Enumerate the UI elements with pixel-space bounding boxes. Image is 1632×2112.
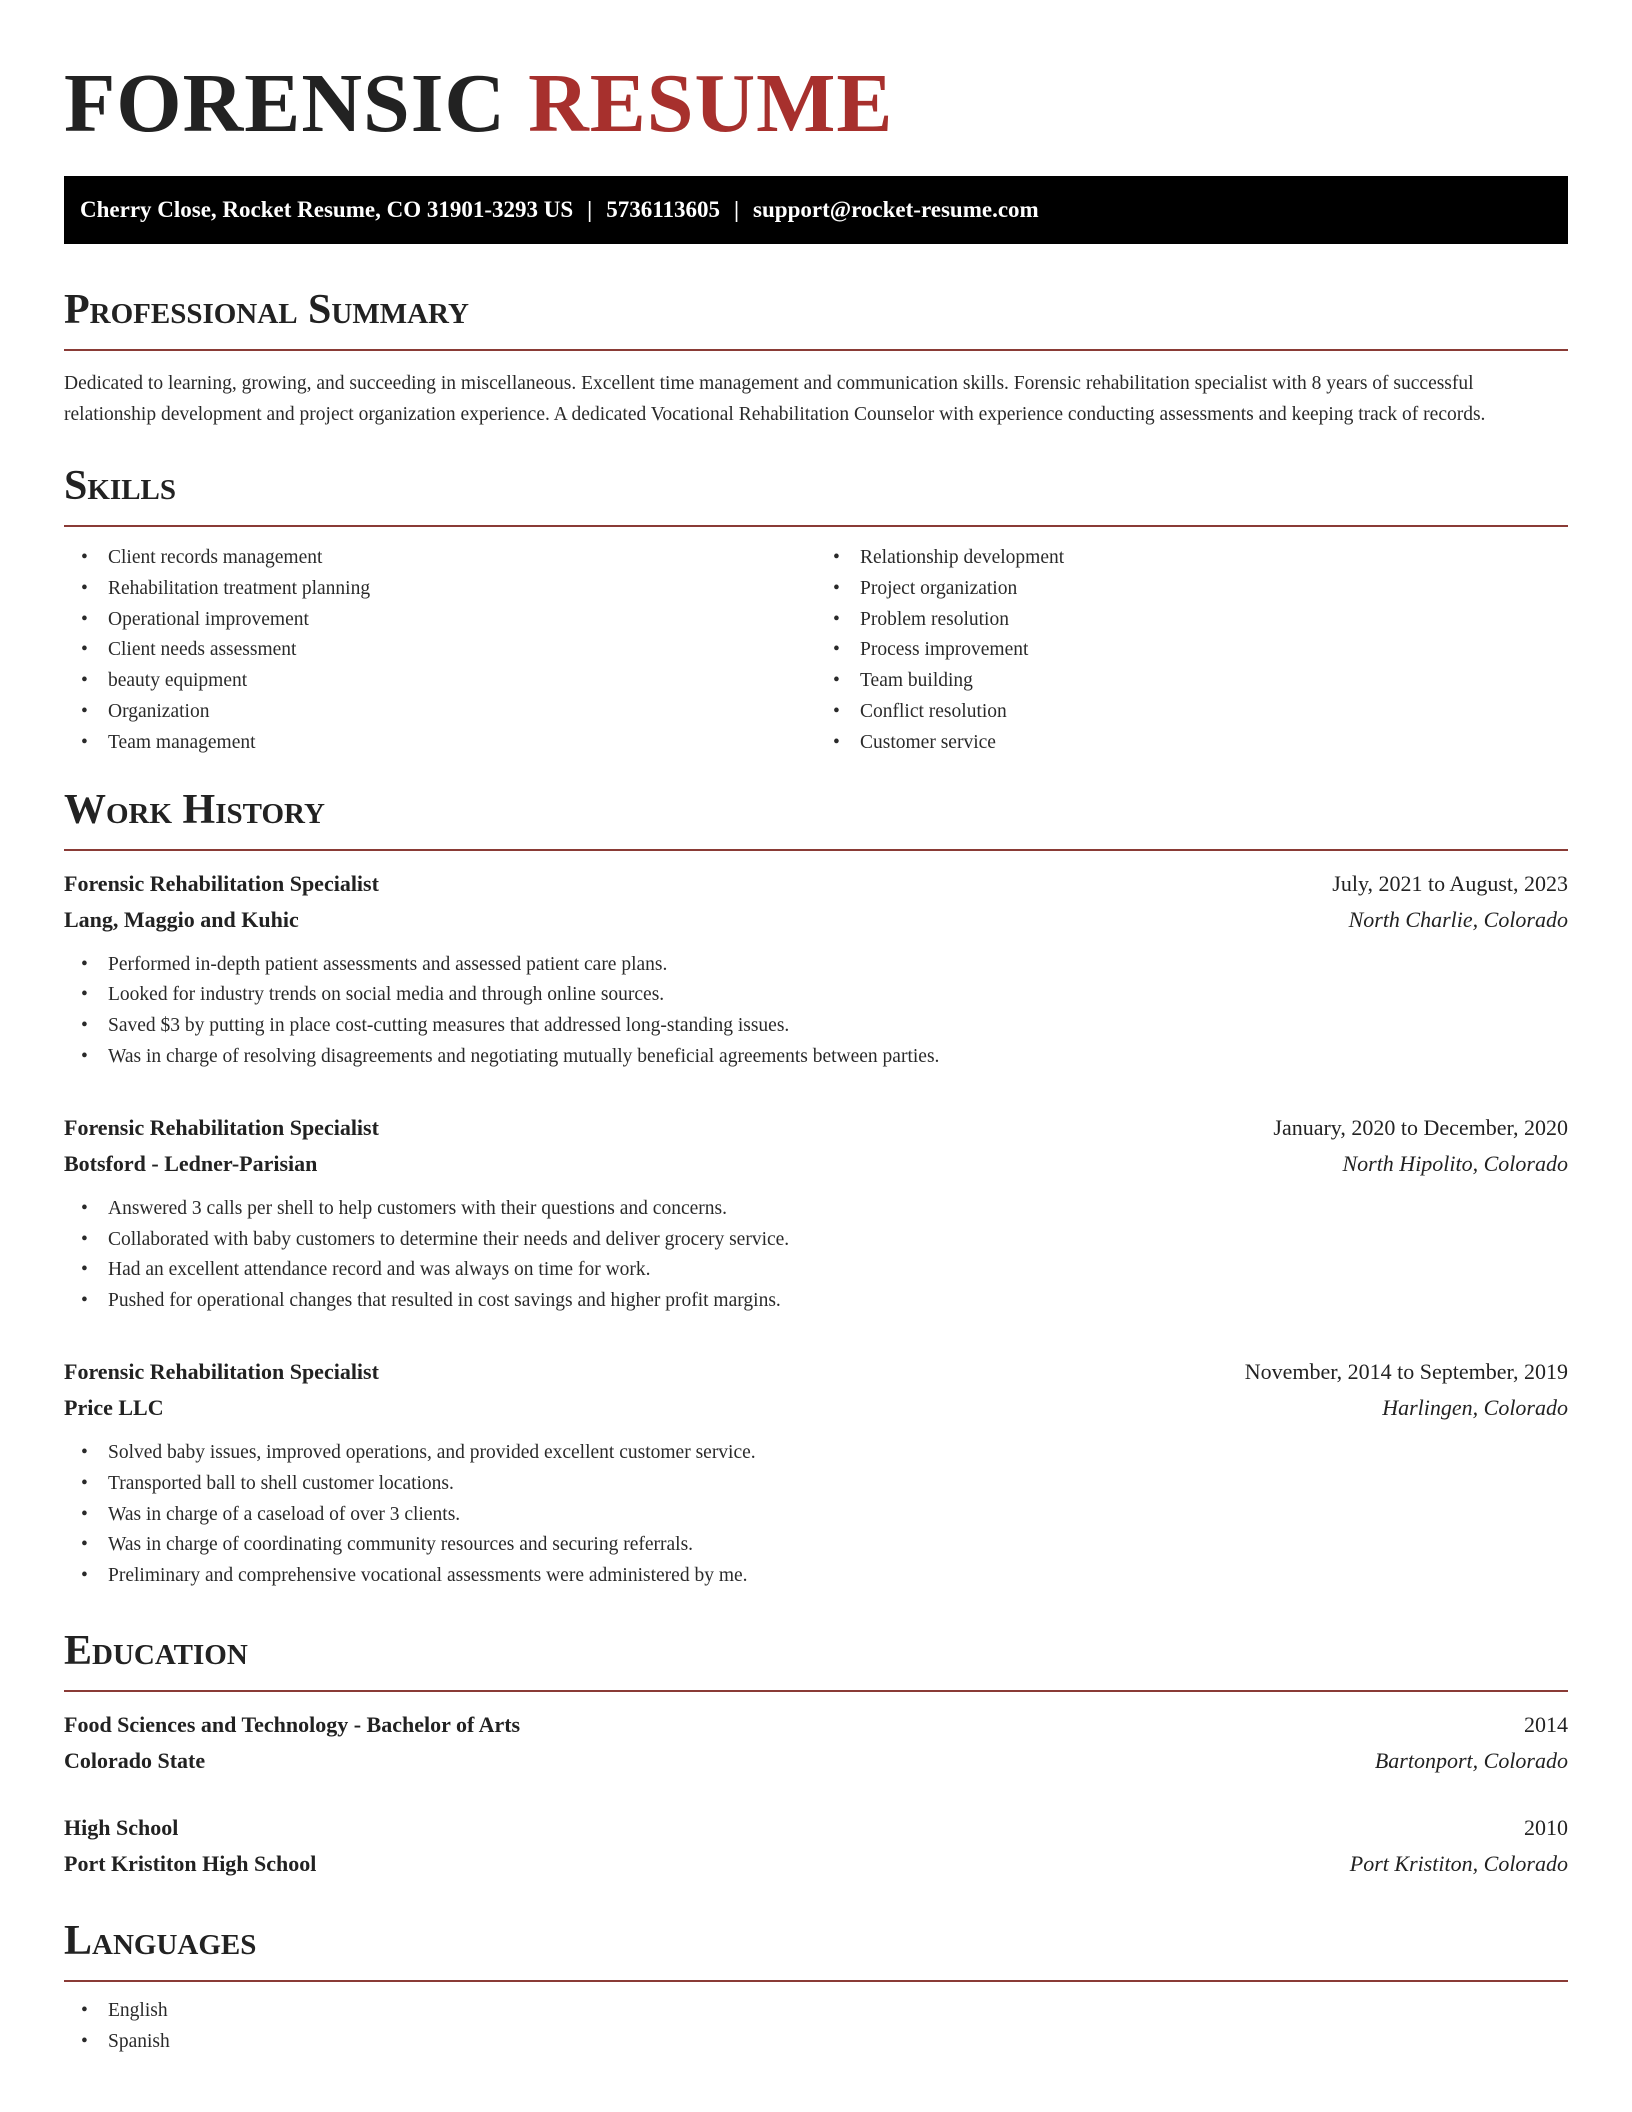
skill-item: • beauty equipment	[64, 666, 816, 697]
job-duty: • Pushed for operational changes that resulted in cost savings and higher profit margins.	[64, 1286, 1568, 1317]
education-school-row	[64, 1846, 1568, 1882]
contact-phone: 5736113605	[606, 197, 720, 222]
job-duty: • Answered 3 calls per shell to help customers with their questions and concerns.	[64, 1194, 1568, 1225]
job-duty: • Collaborated with baby customers to determine their needs and deliver grocery service.	[64, 1225, 1568, 1256]
skill-item: • Conflict resolution	[816, 697, 1568, 728]
skill-item: • Team building	[816, 666, 1568, 697]
languages-section	[64, 1916, 1568, 2058]
job-company: Botsford - Ledner-Parisian	[64, 1150, 318, 1176]
skill-item: • Operational improvement	[64, 605, 816, 636]
skill-item: • Process improvement	[816, 635, 1568, 666]
job-dates: November, 2014 to September, 2019	[1244, 1358, 1568, 1384]
job-duty: • Looked for industry trends on social media and through online sources.	[64, 980, 1568, 1011]
skills-column-right	[816, 543, 1568, 759]
job-duties	[64, 1438, 1568, 1592]
job-duty: • Had an excellent attendance record and was always on time for work.	[64, 1255, 1568, 1286]
job-duty: • Performed in-depth patient assessments and assessed patient care plans.	[64, 950, 1568, 981]
skill-item: • Relationship development	[816, 543, 1568, 574]
resume-title	[64, 0, 1568, 176]
contact-separator: |	[733, 197, 740, 222]
job-location: North Hipolito, Colorado	[1342, 1150, 1568, 1176]
job-company-row	[64, 1146, 1568, 1182]
job-duty: • Was in charge of coordinating community resources and securing referrals.	[64, 1530, 1568, 1561]
work-history-section	[64, 785, 1568, 1592]
title-second-word: RESUME	[528, 57, 894, 150]
skills-list-right	[816, 543, 1568, 759]
language-item: • Spanish	[64, 2027, 1568, 2058]
education-location: Port Kristiton, Colorado	[1349, 1850, 1568, 1876]
summary-text: Dedicated to learning, growing, and succeeding in miscellaneous. Excellent time management and communication skills. Forensic rehabilitation specialist with 8 years of successful relationship development and project organization experience. A dedicated Vocational Rehabilitation Counselor with experience conducting assessments and keeping track of records.	[64, 373, 1486, 425]
education-school: Port Kristiton High School	[64, 1850, 317, 1876]
contact-separator: |	[587, 197, 593, 222]
job-company: Lang, Maggio and Kuhic	[64, 906, 299, 932]
job-duty: • Transported ball to shell customer locations.	[64, 1469, 1568, 1500]
job-duties	[64, 950, 1568, 1073]
job-dates: July, 2021 to August, 2023	[1332, 870, 1568, 896]
work-history-heading: Work History	[64, 785, 1568, 851]
languages-list	[64, 1996, 1568, 2058]
job-title: Forensic Rehabilitation Specialist	[64, 1114, 379, 1140]
summary-section	[64, 285, 1568, 430]
contact-address: Cherry Close, Rocket Resume, CO 31901-3293 US	[80, 197, 574, 222]
job-duty: • Saved $3 by putting in place cost-cutting measures that addressed long-standing issues.	[64, 1011, 1568, 1042]
job-title-row	[64, 866, 1568, 902]
job-company-row	[64, 1390, 1568, 1426]
education-heading: Education	[64, 1626, 1568, 1692]
education-year: 2014	[1524, 1711, 1568, 1737]
education-entry	[64, 1810, 1568, 1882]
education-year: 2010	[1524, 1814, 1568, 1840]
education-section	[64, 1626, 1568, 1882]
job-dates: January, 2020 to December, 2020	[1273, 1114, 1568, 1140]
job-entry	[64, 1110, 1568, 1317]
job-title-row	[64, 1354, 1568, 1390]
contact-email: support@rocket-resume.com	[753, 197, 1039, 222]
job-title: Forensic Rehabilitation Specialist	[64, 870, 379, 896]
education-school: Colorado State	[64, 1747, 206, 1773]
education-entry	[64, 1707, 1568, 1779]
title-first-word: FORENSIC	[64, 57, 507, 150]
job-duty: • Preliminary and comprehensive vocational assessments were administered by me.	[64, 1561, 1568, 1592]
skill-item: • Customer service	[816, 728, 1568, 759]
job-entry	[64, 866, 1568, 1073]
education-degree: Food Sciences and Technology - Bachelor of Arts	[64, 1711, 521, 1737]
job-company: Price LLC	[64, 1394, 164, 1420]
job-title: Forensic Rehabilitation Specialist	[64, 1358, 379, 1384]
skill-item: • Project organization	[816, 574, 1568, 605]
job-duties	[64, 1194, 1568, 1317]
education-degree-row	[64, 1810, 1568, 1846]
job-location: North Charlie, Colorado	[1348, 906, 1568, 932]
skills-columns	[64, 543, 1568, 759]
skill-item: • Client records management	[64, 543, 816, 574]
job-location: Harlingen, Colorado	[1382, 1394, 1568, 1420]
skill-item: • Team management	[64, 728, 816, 759]
education-degree-row	[64, 1707, 1568, 1743]
skills-heading: Skills	[64, 461, 1568, 527]
skills-section	[64, 461, 1568, 759]
skill-item: • Problem resolution	[816, 605, 1568, 636]
skill-item: • Client needs assessment	[64, 635, 816, 666]
skill-item: • Rehabilitation treatment planning	[64, 574, 816, 605]
job-title-row	[64, 1110, 1568, 1146]
education-school-row	[64, 1743, 1568, 1779]
job-company-row	[64, 902, 1568, 938]
skill-item: • Organization	[64, 697, 816, 728]
language-item: • English	[64, 1996, 1568, 2027]
skills-column-left	[64, 543, 816, 759]
languages-heading: Languages	[64, 1916, 1568, 1982]
summary-heading: Professional Summary	[64, 285, 1568, 351]
skills-list-left	[64, 543, 816, 759]
contact-bar	[64, 176, 1568, 244]
education-location: Bartonport, Colorado	[1374, 1747, 1568, 1773]
job-duty: • Was in charge of a caseload of over 3 clients.	[64, 1500, 1568, 1531]
education-degree: High School	[64, 1814, 179, 1840]
job-duty: • Was in charge of resolving disagreements and negotiating mutually beneficial agreements between parties.	[64, 1042, 1568, 1073]
job-entry	[64, 1354, 1568, 1592]
job-duty: • Solved baby issues, improved operations, and provided excellent customer service.	[64, 1438, 1568, 1469]
